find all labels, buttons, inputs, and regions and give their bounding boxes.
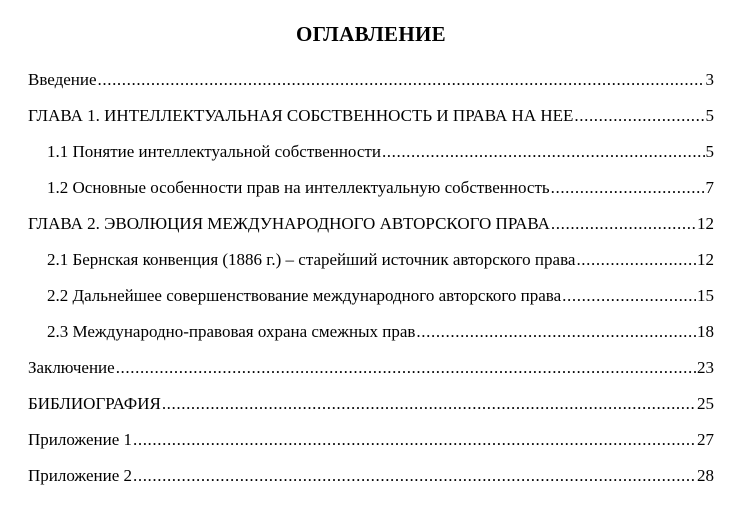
dot-leader	[133, 428, 696, 452]
toc-page-number: 5	[705, 106, 714, 125]
toc-entry-label: Введение	[28, 70, 97, 89]
toc-entry-section-1-1[interactable]	[28, 140, 714, 176]
dot-leader	[116, 356, 696, 380]
dot-leader	[576, 248, 696, 272]
toc-entry-chapter-1[interactable]	[28, 104, 714, 140]
toc-entry-appendix-2[interactable]	[28, 464, 714, 500]
toc-entry-label: 1.1 Понятие интеллектуальной собственности	[47, 142, 381, 161]
toc-page-number: 3	[705, 70, 714, 89]
dot-leader	[98, 68, 705, 92]
dot-leader	[551, 176, 705, 200]
toc-page-number: 5	[705, 142, 714, 161]
toc-entry-bibliography[interactable]	[28, 392, 714, 428]
toc-entry-label: Заключение	[28, 358, 115, 377]
dot-leader	[416, 320, 696, 344]
dot-leader	[574, 104, 704, 128]
dot-leader	[162, 392, 696, 416]
table-of-contents	[28, 68, 714, 500]
toc-entry-label: 2.1 Бернская конвенция (1886 г.) – старейший источник авторского права	[47, 250, 576, 269]
toc-entry-label: Приложение 1	[28, 430, 132, 449]
toc-entry-label: БИБЛИОГРАФИЯ	[28, 394, 161, 413]
toc-entry-label: ГЛАВА 1. ИНТЕЛЛЕКТУАЛЬНАЯ СОБСТВЕННОСТЬ И ПРАВА НА НЕЕ	[28, 106, 574, 125]
toc-page-number: 25	[697, 394, 714, 413]
toc-entry-label: ГЛАВА 2. ЭВОЛЮЦИЯ МЕЖДУНАРОДНОГО АВТОРСКОГО ПРАВА	[28, 214, 550, 233]
dot-leader	[382, 140, 705, 164]
dot-leader	[133, 464, 696, 488]
toc-entry-label: 2.3 Международно-правовая охрана смежных прав	[47, 322, 416, 341]
toc-page-number: 28	[697, 466, 714, 485]
toc-entry-chapter-2[interactable]	[28, 212, 714, 248]
toc-entry-label: 2.2 Дальнейшее совершенствование международного авторского права	[47, 286, 562, 305]
toc-page-number: 12	[697, 214, 714, 233]
page-title: ОГЛАВЛЕНИЕ	[296, 22, 446, 46]
toc-entry-label: 1.2 Основные особенности прав на интеллектуальную собственность	[47, 178, 550, 197]
toc-entry-introduction[interactable]	[28, 68, 714, 104]
toc-page-number: 23	[697, 358, 714, 377]
toc-entry-conclusion[interactable]	[28, 356, 714, 392]
toc-page-number: 15	[697, 286, 714, 305]
toc-entry-label: Приложение 2	[28, 466, 132, 485]
toc-entry-section-2-3[interactable]	[28, 320, 714, 356]
dot-leader	[551, 212, 696, 236]
toc-page-number: 12	[697, 250, 714, 269]
toc-page-number: 18	[697, 322, 714, 341]
toc-entry-section-1-2[interactable]	[28, 176, 714, 212]
toc-entry-section-2-2[interactable]	[28, 284, 714, 320]
toc-entry-appendix-1[interactable]	[28, 428, 714, 464]
toc-page-number: 7	[705, 178, 714, 197]
toc-entry-section-2-1[interactable]	[28, 248, 714, 284]
toc-page-number: 27	[697, 430, 714, 449]
dot-leader	[562, 284, 696, 308]
